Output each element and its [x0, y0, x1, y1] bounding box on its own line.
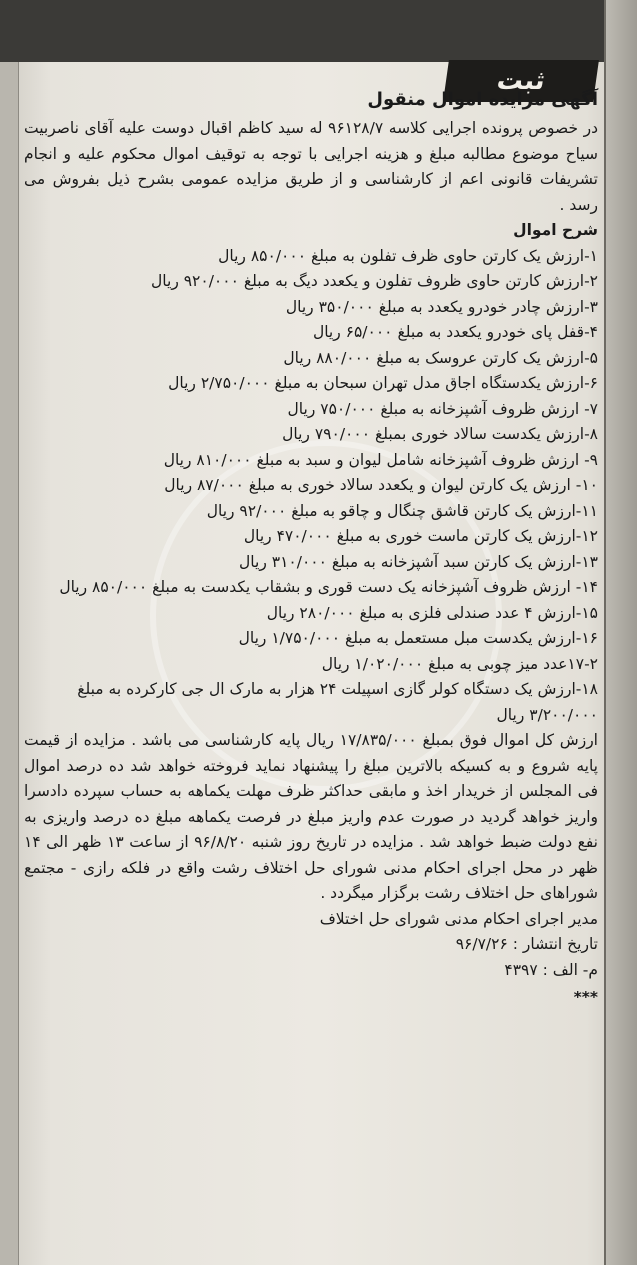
list-item: ۵-ارزش یک کارتن عروسک به مبلغ ۸۸۰/۰۰۰ ریال: [283, 348, 598, 367]
items-header: شرح اموال: [513, 221, 598, 239]
list-item: ۱۴- ارزش ظروف آشپزخانه یک دست قوری و بشقاب یکدست به مبلغ ۸۵۰/۰۰۰ ریال: [59, 578, 598, 596]
right-page-edge: [604, 0, 637, 1265]
notice-code: م- الف : ۴۳۹۷: [504, 960, 598, 979]
conditions-paragraph: ارزش کل اموال فوق بمبلغ ۱۷/۸۳۵/۰۰۰ ریال پایه کارشناسی می باشد . مزایده از قیمت پایه شروع و به کسیکه بالاترین مبلغ را پیشنهاد نماید فروخته خواهد شد ده درصد اموال فی المجلس از خریدار اخذ و مابقی حداکثر ظرف مهلت یکماهه به حساب سپرده دادسرا واریز خواهد گردید در صورت عدم واریز مبلغ در فرصت یکماهه مبلغ ده درصد واریزی به نفع دولت ضبط خواهد شد . مزایده در تاریخ روز شنبه ۹۶/۸/۲۰ از ساعت ۱۳ ظهر الی ۱۴ ظهر در محل اجرای احکام مدنی شورای حل اختلاف رشت واقع در فلکه رازی - مجتمع شوراهای حل اختلاف رشت برگزار میگردد .: [24, 731, 598, 902]
publish-date: تاریخ انتشار : ۹۶/۷/۲۶: [455, 935, 598, 953]
category-banner: ثبت: [443, 60, 599, 102]
list-item: ۹- ارزش ظروف آشپزخانه شامل لیوان و سبد به مبلغ ۸۱۰/۰۰۰ ریال: [163, 450, 598, 469]
signature: مدیر اجرای احکام مدنی شورای حل اختلاف: [319, 909, 598, 928]
list-item: ۳-ارزش چادر خودرو یکعدد به مبلغ ۳۵۰/۰۰۰ ریال: [285, 297, 598, 316]
list-item: ۲-ارزش کارتن حاوی ظروف تفلون و یکعدد دیگ به مبلغ ۹۲۰/۰۰۰ ریال: [151, 272, 598, 290]
list-item: ۴-قفل پای خودرو یکعدد به مبلغ ۶۵/۰۰۰ ریال: [312, 323, 598, 341]
left-column-edge: [0, 62, 19, 1265]
notice-title: آگهی مزایده اموال منقول: [367, 89, 598, 110]
list-item: ۱۲-ارزش یک کارتن ماست خوری به مبلغ ۴۷۰/۰۰۰ ریال: [243, 527, 598, 545]
items-list: [24, 244, 598, 729]
list-item: ۱۱-ارزش یک کارتن قاشق چنگال و چاقو به مبلغ ۹۲/۰۰۰ ریال: [206, 501, 598, 520]
list-item: ۶-ارزش یکدستگاه اجاق مدل تهران سبحان به مبلغ ۲/۷۵۰/۰۰۰ ریال: [168, 374, 598, 392]
list-item: ۸-ارزش یکدست سالاد خوری بمبلغ ۷۹۰/۰۰۰ ریال: [282, 425, 598, 443]
list-item: ۱۰- ارزش یک کارتن لیوان و یکعدد سالاد خوری به مبلغ ۸۷/۰۰۰ ریال: [164, 476, 598, 494]
notice-body: [24, 86, 598, 1256]
list-item: ۱-ارزش یک کارتن حاوی ظرف تفلون به مبلغ ۸۵۰/۰۰۰ ریال: [218, 246, 598, 265]
top-dark-band: [0, 0, 637, 62]
list-item: ۱۶-ارزش یکدست مبل مستعمل به مبلغ ۱/۷۵۰/۰۰۰ ریال: [238, 629, 598, 647]
list-item: ۱۷-۲عدد میز چوبی به مبلغ ۱/۰۲۰/۰۰۰ ریال: [321, 654, 598, 673]
list-item: ۱۳-ارزش یک کارتن سبد آشپزخانه به مبلغ ۳۱۰/۰۰۰ ریال: [239, 552, 598, 571]
list-item: ۱۸-ارزش یک دستگاه کولر گازی اسپیلت ۲۴ هزار به مارک ال جی کارکرده به مبلغ ۳/۲۰۰/۰۰۰ ریال: [77, 680, 598, 724]
list-item: ۱۵-ارزش ۴ عدد صندلی فلزی به مبلغ ۲۸۰/۰۰۰ ریال: [266, 603, 598, 622]
intro-paragraph: در خصوص پرونده اجرایی کلاسه ۹۶۱۲۸/۷ له سید کاظم اقبال دوست علیه آقای ناصربیت سیاح موضوع مطالبه مبلغ و هزینه اجرایی با توجه به توقیف اموال محکوم علیه و انجام تشریفات قانونی اعم از کارشناسی و از طریق مزایده عمومی بشرح ذیل بفروش می رسد .: [24, 119, 599, 214]
end-stars: ***: [573, 988, 598, 1006]
list-item: ۷- ارزش ظروف آشپزخانه به مبلغ ۷۵۰/۰۰۰ ریال: [287, 399, 598, 418]
